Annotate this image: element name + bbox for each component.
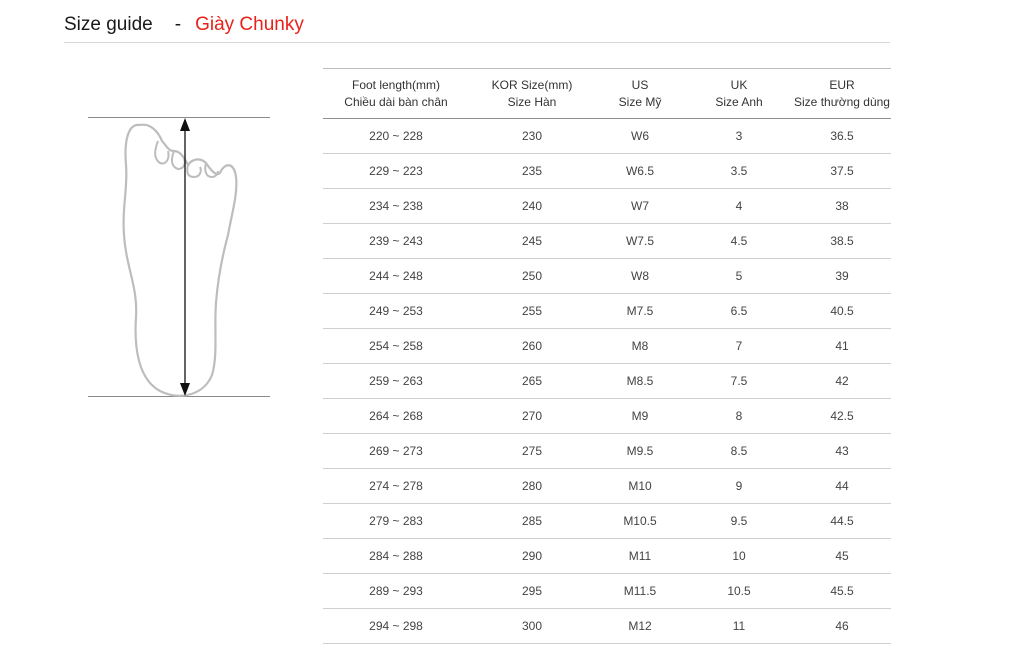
foot-length-cell: 239 ~ 243	[323, 224, 469, 259]
kor-size-cell: 250	[469, 259, 595, 294]
foot-length-cell: 269 ~ 273	[323, 434, 469, 469]
foot-length-cell: 254 ~ 258	[323, 329, 469, 364]
uk-size-cell: 6.5	[685, 294, 793, 329]
eur-size-cell: 38	[793, 189, 891, 224]
us-size-cell: M9	[595, 399, 685, 434]
eur-size-cell: 45	[793, 539, 891, 574]
title-label: Size guide	[64, 14, 153, 35]
us-size-cell: M9.5	[595, 434, 685, 469]
foot-length-cell: 234 ~ 238	[323, 189, 469, 224]
us-size-cell: W6.5	[595, 154, 685, 189]
title-separator: -	[174, 14, 182, 35]
foot-length-cell: 244 ~ 248	[323, 259, 469, 294]
uk-size-cell: 7.5	[685, 364, 793, 399]
uk-size-cell: 10	[685, 539, 793, 574]
column-header-us-size: US Size Mỹ	[595, 69, 685, 119]
product-name: Giày Chunky	[195, 14, 304, 35]
table-row	[323, 329, 891, 364]
eur-size-cell: 36.5	[793, 119, 891, 154]
kor-size-cell: 290	[469, 539, 595, 574]
size-table-body	[323, 119, 891, 644]
column-header-foot-length: Foot length(mm) Chiều dài bàn chân	[323, 69, 469, 119]
uk-size-cell: 9.5	[685, 504, 793, 539]
uk-size-cell: 8	[685, 399, 793, 434]
us-size-cell: M8.5	[595, 364, 685, 399]
column-header-eur-size: EUR Size thường dùng	[793, 69, 891, 119]
uk-size-cell: 4	[685, 189, 793, 224]
eur-size-cell: 39	[793, 259, 891, 294]
kor-size-cell: 300	[469, 609, 595, 644]
us-size-cell: W7	[595, 189, 685, 224]
us-size-cell: M10	[595, 469, 685, 504]
table-row	[323, 189, 891, 224]
foot-length-cell: 294 ~ 298	[323, 609, 469, 644]
eur-size-cell: 46	[793, 609, 891, 644]
kor-size-cell: 295	[469, 574, 595, 609]
foot-length-cell: 229 ~ 223	[323, 154, 469, 189]
eur-size-cell: 44	[793, 469, 891, 504]
table-row	[323, 539, 891, 574]
size-chart-table	[323, 68, 891, 644]
uk-size-cell: 8.5	[685, 434, 793, 469]
eur-size-cell: 42	[793, 364, 891, 399]
foot-length-cell: 289 ~ 293	[323, 574, 469, 609]
table-row	[323, 224, 891, 259]
foot-length-cell: 259 ~ 263	[323, 364, 469, 399]
us-size-cell: M12	[595, 609, 685, 644]
eur-size-cell: 38.5	[793, 224, 891, 259]
kor-size-cell: 275	[469, 434, 595, 469]
foot-length-cell: 279 ~ 283	[323, 504, 469, 539]
table-row	[323, 434, 891, 469]
foot-length-cell: 220 ~ 228	[323, 119, 469, 154]
uk-size-cell: 9	[685, 469, 793, 504]
table-row	[323, 609, 891, 644]
table-row	[323, 364, 891, 399]
us-size-cell: M10.5	[595, 504, 685, 539]
kor-size-cell: 285	[469, 504, 595, 539]
us-size-cell: W6	[595, 119, 685, 154]
kor-size-cell: 260	[469, 329, 595, 364]
page-header	[64, 12, 890, 43]
eur-size-cell: 40.5	[793, 294, 891, 329]
us-size-cell: M8	[595, 329, 685, 364]
kor-size-cell: 255	[469, 294, 595, 329]
eur-size-cell: 41	[793, 329, 891, 364]
foot-outline-icon	[88, 117, 270, 397]
eur-size-cell: 42.5	[793, 399, 891, 434]
table-row	[323, 259, 891, 294]
table-row	[323, 119, 891, 154]
eur-size-cell: 43	[793, 434, 891, 469]
kor-size-cell: 245	[469, 224, 595, 259]
us-size-cell: M11	[595, 539, 685, 574]
uk-size-cell: 10.5	[685, 574, 793, 609]
table-header-row	[323, 69, 891, 119]
eur-size-cell: 45.5	[793, 574, 891, 609]
table-row	[323, 574, 891, 609]
us-size-cell: W7.5	[595, 224, 685, 259]
us-size-cell: M11.5	[595, 574, 685, 609]
uk-size-cell: 7	[685, 329, 793, 364]
foot-length-cell: 249 ~ 253	[323, 294, 469, 329]
kor-size-cell: 230	[469, 119, 595, 154]
us-size-cell: M7.5	[595, 294, 685, 329]
table-row	[323, 504, 891, 539]
column-header-kor-size: KOR Size(mm) Size Hàn	[469, 69, 595, 119]
us-size-cell: W8	[595, 259, 685, 294]
table-row	[323, 469, 891, 504]
uk-size-cell: 3.5	[685, 154, 793, 189]
table-row	[323, 294, 891, 329]
page-title	[64, 14, 304, 36]
foot-length-cell: 274 ~ 278	[323, 469, 469, 504]
uk-size-cell: 4.5	[685, 224, 793, 259]
kor-size-cell: 265	[469, 364, 595, 399]
kor-size-cell: 280	[469, 469, 595, 504]
eur-size-cell: 44.5	[793, 504, 891, 539]
uk-size-cell: 11	[685, 609, 793, 644]
foot-length-cell: 284 ~ 288	[323, 539, 469, 574]
uk-size-cell: 3	[685, 119, 793, 154]
foot-length-cell: 264 ~ 268	[323, 399, 469, 434]
column-header-uk-size: UK Size Anh	[685, 69, 793, 119]
table-row	[323, 154, 891, 189]
kor-size-cell: 235	[469, 154, 595, 189]
eur-size-cell: 37.5	[793, 154, 891, 189]
kor-size-cell: 240	[469, 189, 595, 224]
kor-size-cell: 270	[469, 399, 595, 434]
uk-size-cell: 5	[685, 259, 793, 294]
table-row	[323, 399, 891, 434]
foot-measurement-illustration	[88, 117, 270, 397]
